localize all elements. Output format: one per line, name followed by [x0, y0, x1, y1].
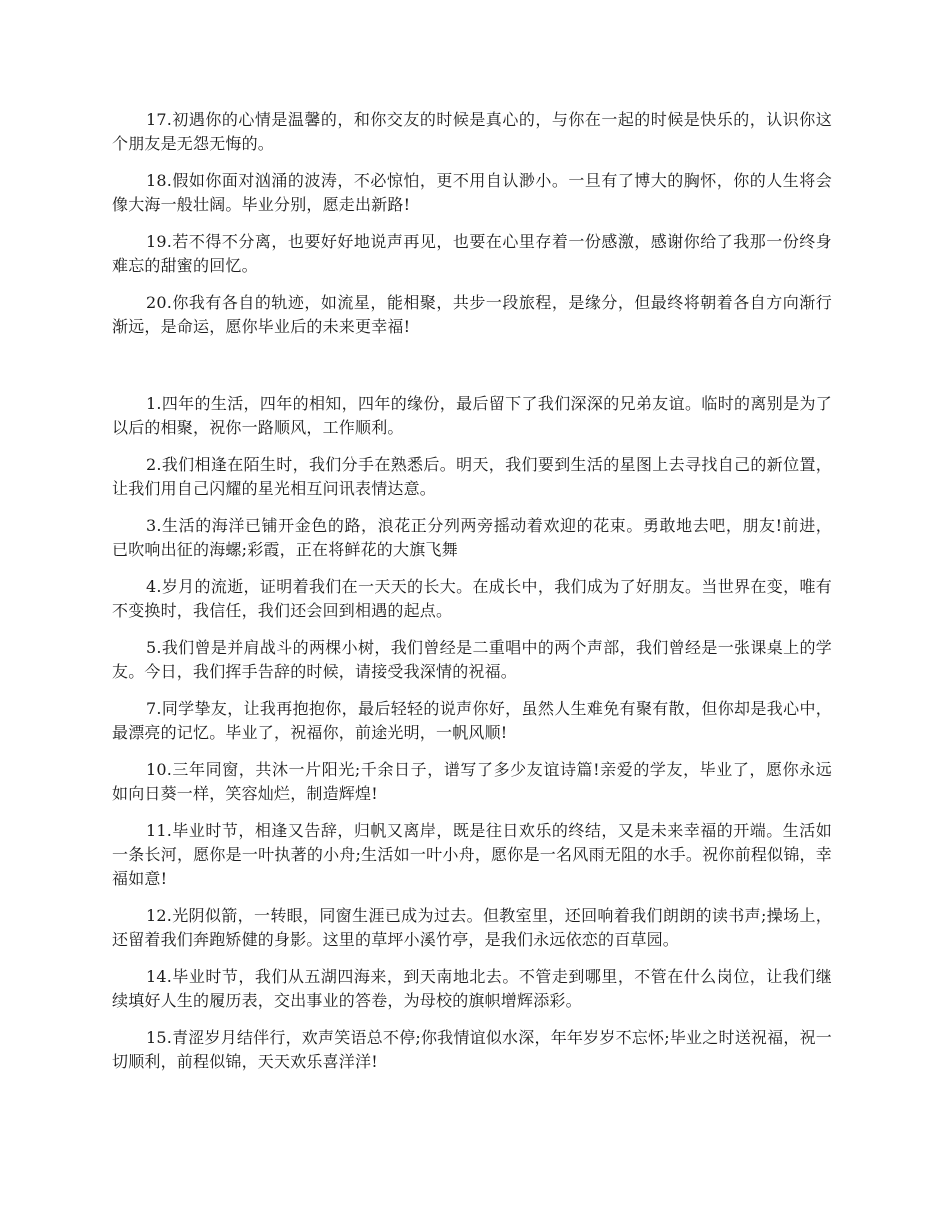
paragraph-11: 11.毕业时节，相逢又告辞，归帆又离岸，既是往日欢乐的终结，又是未来幸福的开端。生活如一条长河，愿你是一叶执著的小舟;生活如一叶小舟，愿你是一名风雨无阻的水手。祝你前程似锦，幸福如意!: [112, 821, 832, 888]
paragraph-7: 7.同学挚友，让我再抱抱你，最后轻轻的说声你好，虽然人生难免有聚有散，但你却是我心中，最漂亮的记忆。毕业了，祝福你，前途光明，一帆风顺!: [112, 699, 832, 742]
paragraph-19: 19.若不得不分离，也要好好地说声再见，也要在心里存着一份感激，感谢你给了我那一份终身难忘的甜蜜的回忆。: [112, 232, 832, 275]
paragraph-3: 3.生活的海洋已铺开金色的路，浪花正分列两旁摇动着欢迎的花束。勇敢地去吧，朋友!前进，已吹响出征的海螺;彩霞，正在将鲜花的大旗飞舞: [112, 516, 832, 559]
paragraph-5: 5.我们曾是并肩战斗的两棵小树，我们曾经是二重唱中的两个声部，我们曾经是一张课桌上的学友。今日，我们挥手告辞的时候，请接受我深情的祝福。: [112, 638, 832, 681]
paragraph-18: 18.假如你面对汹涌的波涛，不必惊怕，更不用自认渺小。一旦有了博大的胸怀，你的人生将会像大海一般壮阔。毕业分别，愿走出新路!: [112, 171, 832, 214]
paragraph-4: 4.岁月的流逝，证明着我们在一天天的长大。在成长中，我们成为了好朋友。当世界在变，唯有不变换时，我信任，我们还会回到相遇的起点。: [112, 577, 832, 620]
paragraph-17: 17.初遇你的心情是温馨的，和你交友的时候是真心的，与你在一起的时候是快乐的，认识你这个朋友是无怨无悔的。: [112, 110, 832, 153]
paragraph-14: 14.毕业时节，我们从五湖四海来，到天南地北去。不管走到哪里，不管在什么岗位，让我们继续填好人生的履历表，交出事业的答卷，为母校的旗帜增辉添彩。: [112, 967, 832, 1010]
paragraph-10: 10.三年同窗，共沐一片阳光;千余日子，谱写了多少友谊诗篇!亲爱的学友，毕业了，愿你永远如向日葵一样，笑容灿烂，制造辉煌!: [112, 760, 832, 803]
paragraph-12: 12.光阴似箭，一转眼，同窗生涯已成为过去。但教室里，还回响着我们朗朗的读书声;操场上，还留着我们奔跑矫健的身影。这里的草坪小溪竹亭，是我们永远依恋的百草园。: [112, 906, 832, 949]
paragraph-1: 1.四年的生活，四年的相知，四年的缘份，最后留下了我们深深的兄弟友谊。临时的离别是为了以后的相聚，祝你一路顺风，工作顺利。: [112, 394, 832, 437]
section-spacer: [112, 352, 832, 392]
paragraph-2: 2.我们相逢在陌生时，我们分手在熟悉后。明天，我们要到生活的星图上去寻找自己的新位置，让我们用自己闪耀的星光相互问讯表情达意。: [112, 455, 832, 498]
paragraph-20: 20.你我有各自的轨迹，如流星，能相聚，共步一段旅程，是缘分，但最终将朝着各自方向渐行渐远，是命运，愿你毕业后的未来更幸福!: [112, 293, 832, 336]
paragraph-15: 15.青涩岁月结伴行，欢声笑语总不停;你我情谊似水深，年年岁岁不忘怀;毕业之时送祝福，祝一切顺利，前程似锦，天天欢乐喜洋洋!: [112, 1028, 832, 1071]
document-page: [112, 108, 832, 1087]
